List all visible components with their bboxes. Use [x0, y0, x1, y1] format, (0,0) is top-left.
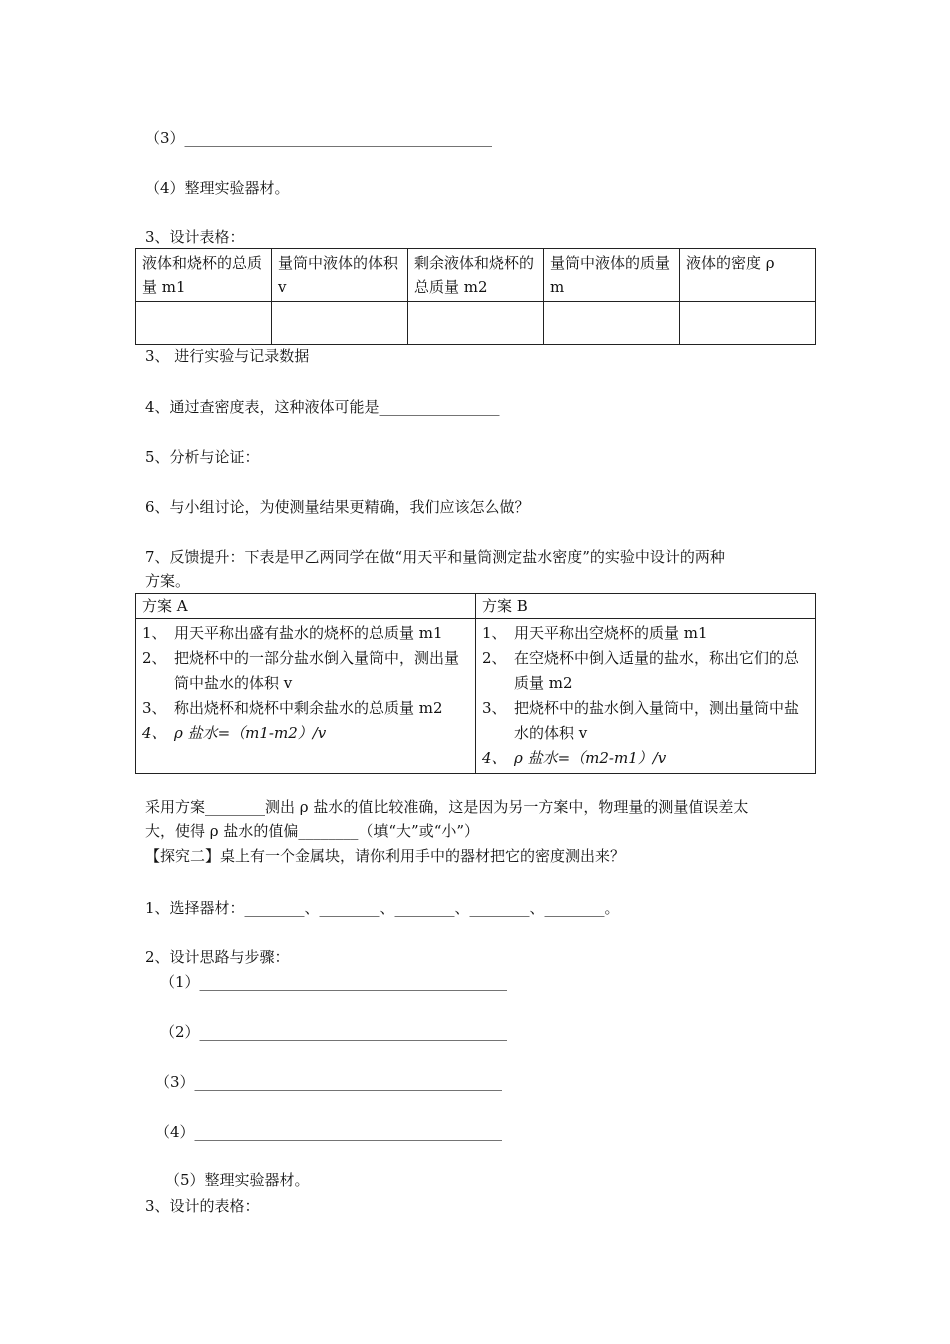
experiment-record: 3、 进行实验与记录数据 — [145, 347, 310, 365]
header-total-mass: 液体和烧杯的总质量 m1 — [136, 249, 272, 302]
plan-b-title: 方案 B — [476, 594, 816, 619]
design-table-title: 3、设计表格： — [145, 228, 245, 246]
step3-blank: （3）_________________________________________ — [145, 129, 493, 147]
plan-a-formula: 4、 ρ 盐水=（m1-m2）/v — [142, 724, 327, 742]
choose-materials: 1、选择器材：________、________、________、________、________。 — [145, 899, 620, 917]
part2-step5: （5）整理实验器材。 — [165, 1171, 310, 1189]
plan-a-step: 1、 用天平称出盛有盐水的烧杯的总质量 m1 — [142, 624, 443, 642]
part2-title: 【探究二】桌上有一个金属块，请你利用手中的器材把它的密度测出来？ — [145, 847, 626, 865]
plan-b-step: 3、 把烧杯中的盐水倒入量筒中，测出量筒中盐水的体积 v — [482, 699, 800, 742]
plans-table — [135, 593, 816, 774]
analysis: 5、分析与论证： — [145, 448, 260, 466]
table-cell[interactable] — [136, 302, 272, 345]
plan-b-step: 2、 在空烧杯中倒入适量的盐水，称出它们的总质量 m2 — [482, 649, 800, 692]
plan-a-step: 3、 称出烧杯和烧杯中剩余盐水的总质量 m2 — [142, 699, 443, 717]
header-remaining-mass: 剩余液体和烧杯的总质量 m2 — [408, 249, 544, 302]
part2-step2: （2）_________________________________________ — [160, 1023, 508, 1041]
conclusion-line2: 大，使得 ρ 盐水的值偏________（填“大”或“小”） — [145, 822, 480, 840]
plan-a-title: 方案 A — [136, 594, 476, 619]
header-volume: 量筒中液体的体积 v — [272, 249, 408, 302]
feedback-line2: 方案。 — [145, 572, 191, 590]
record-table — [135, 248, 816, 345]
design-table-label: 3、设计的表格： — [145, 1197, 260, 1215]
conclusion-line1: 采用方案________测出 ρ 盐水的值比较准确，这是因为另一方案中，物理量的测量值误差太 — [145, 798, 749, 816]
discussion: 6、与小组讨论，为使测量结果更精确，我们应该怎么做？ — [145, 498, 530, 516]
plan-a-steps — [136, 619, 476, 774]
plan-b-formula: 4、 ρ 盐水=（m2-m1）/v — [482, 749, 667, 767]
part2-step1: （1）_________________________________________ — [160, 973, 508, 991]
feedback-line1: 7、反馈提升：下表是甲乙两同学在做“用天平和量筒测定盐水密度”的实验中设计的两种 — [145, 548, 725, 566]
table-cell[interactable] — [544, 302, 680, 345]
plan-a-step: 2、 把烧杯中的一部分盐水倒入量筒中，测出量筒中盐水的体积 v — [142, 649, 460, 692]
part2-step4: （4）_________________________________________ — [155, 1123, 503, 1141]
plan-b-step: 1、 用天平称出空烧杯的质量 m1 — [482, 624, 708, 642]
step4-text: （4）整理实验器材。 — [145, 179, 290, 197]
design-steps-title: 2、设计思路与步骤： — [145, 948, 290, 966]
table-cell[interactable] — [680, 302, 816, 345]
part2-step3: （3）_________________________________________ — [155, 1073, 503, 1091]
table-cell[interactable] — [408, 302, 544, 345]
header-liquid-mass: 量筒中液体的质量 m — [544, 249, 680, 302]
table-cell[interactable] — [272, 302, 408, 345]
density-lookup: 4、通过查密度表，这种液体可能是________________ — [145, 398, 500, 416]
header-density: 液体的密度 ρ — [680, 249, 816, 302]
plan-b-steps — [476, 619, 816, 774]
